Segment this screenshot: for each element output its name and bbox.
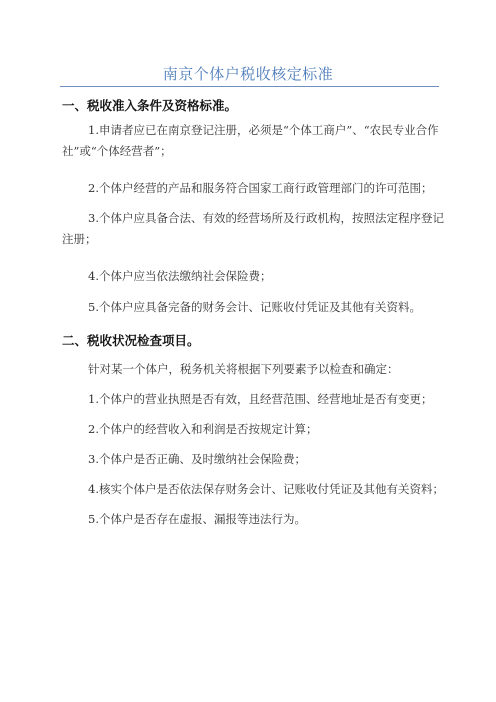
paragraph: 5.个体户应具备完备的财务会计、记账收付凭证及其他有关资料。 [88, 300, 421, 314]
title-divider [60, 86, 439, 87]
document-title: 南京个体户税收核定标准 [162, 65, 334, 83]
section-heading-1: 一、税收准入条件及资格标准。 [62, 98, 238, 113]
paragraph: 4.核实个体户是否依法保存财务会计、记账收付凭证及其他有关资料； [88, 482, 444, 496]
paragraph: 4.个体户应当依法缴纳社会保险费； [88, 269, 272, 283]
paragraph: 2.个体户经营的产品和服务符合国家工商行政管理部门的许可范围； [88, 181, 433, 195]
paragraph: 针对某一个体户，税务机关将根据下列要素予以检查和确定： [88, 362, 399, 376]
paragraph: 1.个体户的营业执照是否有效，且经营范围、经营地址是否有变更； [88, 392, 433, 406]
paragraph: 3.个体户是否正确、及时缴纳社会保险费； [88, 452, 306, 466]
paragraph: 2.个体户的经营收入和利润是否按规定计算； [88, 422, 318, 436]
paragraph: 3.个体户应具备合法、有效的经营场所及行政机构，按照法定程序登记注册； [62, 211, 444, 246]
paragraph: 1.申请者应已在南京登记注册，必须是“个体工商户”、“农民专业合作社”或“个体经营者”； [62, 123, 439, 158]
section-heading-2: 二、税收状况检查项目。 [62, 333, 200, 348]
paragraph: 5.个体户是否存在虚报、漏报等违法行为。 [88, 512, 306, 526]
